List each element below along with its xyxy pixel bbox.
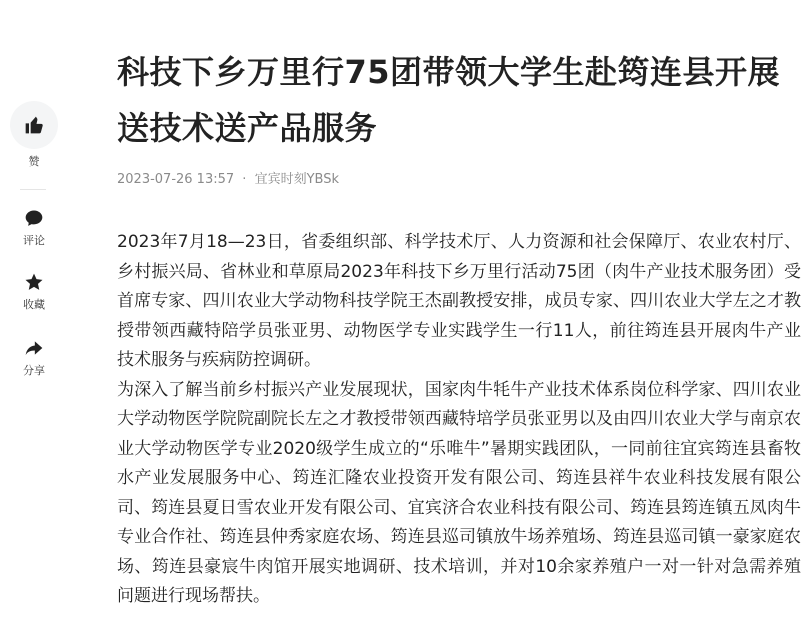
like-label: 赞 [28,155,40,168]
comment-icon [0,208,68,228]
like-button[interactable] [0,101,68,169]
collect-button[interactable] [0,272,68,312]
meta-separator: · [242,172,247,187]
star-icon [0,272,68,292]
comment-label: 评论 [23,234,45,247]
article-source[interactable]: 宜宾时刻YBSk [254,172,339,187]
thumbs-up-icon [24,115,44,135]
article-body [117,228,801,612]
publish-date: 2023-07-26 13:57 [117,172,235,187]
collect-label: 收藏 [23,298,45,311]
like-circle[interactable] [10,101,58,149]
share-label: 分享 [23,364,45,377]
article-meta [117,171,343,189]
sidebar-divider [20,189,46,190]
article-paragraph: 为深入了解当前乡村振兴产业发展现状，国家肉牛牦牛产业技术体系岗位科学家、四川农业大学动物医学院院副院长左之才教授带领西藏特培学员张亚男以及由四川农业大学与南京农业大学动物医学专业2020级学生成立的“乐唯牛”暑期实践团队，一同前往宜宾筠连县畜牧水产业发展服务中心、筠连汇隆农业投资开发有限公司、筠连县祥牛农业科技发展有限公司、筠连县夏日雪农业开发有限公司、宜宾济合农业科技有限公司、筠连县筠连镇五凤肉牛专业合作社、筠连县仲秀家庭农场、筠连县巡司镇放牛场养殖场、筠连县巡司镇一豪家庭农场、筠连县豪宸牛肉馆开展实地调研、技术培训，并对10余家养殖户一对一针对急需养殖问题进行现场帮扶。 [117,379,801,606]
action-sidebar [0,0,68,626]
share-button[interactable] [0,338,68,378]
comment-button[interactable] [0,208,68,248]
article-title: 科技下乡万里行75团带领大学生赴筠连县开展送技术送产品服务 [117,53,781,147]
article-paragraph: 2023年7月18—23日，省委组织部、科学技术厅、人力资源和社会保障厅、农业农村厅、乡村振兴局、省林业和草原局2023年科技下乡万里行活动75团（肉牛产业技术服务团）受首席专家、四川农业大学动物科技学院王杰副教授安排，成员专家、四川农业大学左之才教授带领西藏特陪学员张亚男、动物医学专业实践学生一行11人，前往筠连县开展肉牛产业技术服务与疾病防控调研。 [117,232,801,370]
share-icon [0,338,68,358]
